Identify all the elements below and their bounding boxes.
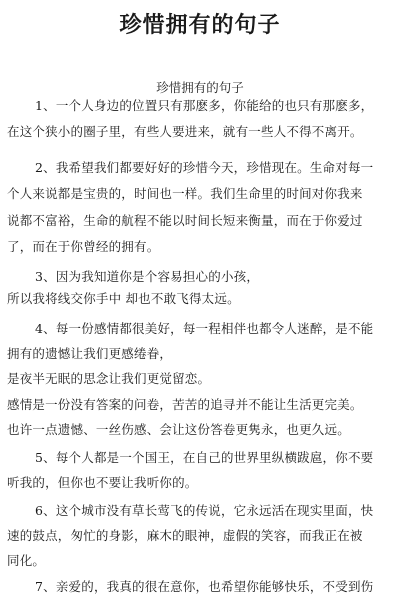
paragraph-4-line-4: 感情是一份没有答案的问卷，苦苦的追寻并不能让生活更完美。 xyxy=(7,397,363,412)
document-subtitle: 珍惜拥有的句子 xyxy=(156,80,244,95)
paragraph-6-line-3: 同化。 xyxy=(7,553,46,568)
paragraph-5-line-1: 5、每个人都是一个国王，在自己的世界里纵横跋扈，你不要 xyxy=(35,450,374,465)
paragraph-6-line-1: 6、这个城市没有草长莺飞的传说，它永远活在现实里面，快 xyxy=(35,503,374,518)
paragraph-4-line-1: 4、每一份感情都很美好，每一程相伴也都令人迷醉，是不能 xyxy=(35,321,374,336)
paragraph-3-line-1: 3、因为我知道你是个容易担心的小孩， xyxy=(35,269,260,284)
paragraph-2-line-1: 2、我希望我们都要好好的珍惜今天，珍惜现在。生命对每一 xyxy=(35,160,374,175)
paragraph-4-line-3: 是夜半无眠的思念让我们更觉留恋。 xyxy=(7,371,211,386)
paragraph-2-line-2: 个人来说都是宝贵的，时间也一样。我们生命里的时间对你我来 xyxy=(7,186,363,201)
paragraph-7-line-1: 7、亲爱的，我真的很在意你，也希望你能够快乐，不受到伤 xyxy=(35,579,374,594)
paragraph-6-line-2: 速的鼓点，匆忙的身影，麻木的眼神，虚假的笑容，而我正在被 xyxy=(7,528,363,543)
paragraph-1-line-2: 在这个狭小的圈子里，有些人要进来，就有一些人不得不离开。 xyxy=(7,124,363,139)
paragraph-2-line-3: 说都不富裕，生命的航程不能以时间长短来衡量，而在于你爱过 xyxy=(7,213,363,228)
paragraph-4-line-2: 拥有的遗憾让我们更感绻眷， xyxy=(7,346,173,361)
paragraph-3-line-2: 所以我将线交你手中 却也不敢飞得太远。 xyxy=(7,291,240,306)
paragraph-2-line-4: 了，而在于你曾经的拥有。 xyxy=(7,239,160,254)
paragraph-1-line-1: 1、一个人身边的位置只有那麽多，你能给的也只有那麽多， xyxy=(35,98,374,113)
paragraph-5-line-2: 听我的，但你也不要让我听你的。 xyxy=(7,475,198,490)
document-title: 珍惜拥有的句子 xyxy=(119,12,281,38)
paragraph-4-line-5: 也许一点遗憾、一丝伤感、会让这份答卷更隽永，也更久远。 xyxy=(7,422,350,437)
